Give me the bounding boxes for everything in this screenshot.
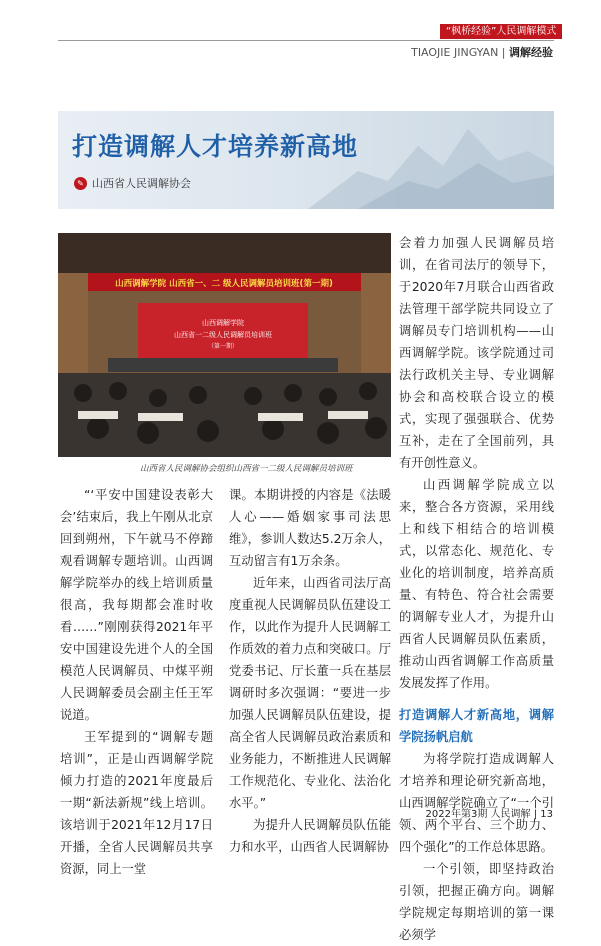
header-tag: “枫桥经验”人民调解模式 — [440, 24, 562, 39]
paragraph: 为将学院打造成调解人才培养和理论研究新高地，山西调解学院确立了“一个引领、两个平台、三个助力、四个强化”的工作总体思路。 — [399, 752, 554, 854]
paragraph: 近年来，山西省司法厅高度重视人民调解员队伍建设工作，以此作为提升人民调解工作质效的着力点和突破口。厅党委书记、厅长董一兵在基层调研时多次强调：“要进一步加强人民调解员队伍建设，提高全省人民调解员政治素质和业务能力，不断推进人民调解工作规范化、专业化、法治化水平。” — [229, 576, 391, 810]
photo-screen-line1: 山西调解学院 — [202, 319, 244, 327]
header-en-label: TIAOJIE JINGYAN — [411, 46, 499, 59]
title-banner — [58, 111, 554, 209]
photo-caption: 山西省人民调解协会组织山西省一二级人民调解员培训班 — [140, 464, 353, 474]
paragraph: 山西调解学院成立以来，整合各方资源，采用线上和线下相结合的培训模式，以常态化、规范化、专业化的培训制度，培养高质量、有特色、符合社会需要的调解专业人才，为提升山西省人民调解员队伍素质，推动山西省调解工作高质量发展发挥了作用。 — [399, 478, 554, 690]
page-footer: 2022年第3期 人民调解 | 13 — [425, 809, 553, 820]
author-line — [74, 175, 191, 191]
photo-screen-line3: （第一期） — [207, 343, 239, 350]
section-subheading: 打造调解人才新高地，调解学院扬帆启航 — [399, 708, 554, 744]
author-name: 山西省人民调解协会 — [92, 177, 191, 190]
photo-screen-line2: 山西省一二级人民调解员培训班 — [174, 331, 272, 339]
article-title: 打造调解人才培养新高地 — [72, 132, 359, 161]
column-2 — [229, 484, 391, 858]
meeting-photo — [58, 233, 391, 457]
header-section-label: 调解经验 — [509, 46, 553, 59]
pen-icon: ✎ — [74, 177, 87, 190]
paragraph: 王军提到的“调解专题培训”，正是山西调解学院倾力打造的2021年度最后一期“新法新规”线上培训。该培训于2021年12月17日开播，全省人民调解员共享资源，同上一堂 — [60, 730, 213, 876]
meeting-photo-illustration — [58, 233, 391, 457]
paragraph: “‘平安中国建设表彰大会’结束后，我上午刚从北京回到朔州，下午就马不停蹄观看调解专题培训。山西调解学院举办的线上培训质量很高，我每期都会准时收看……”刚刚获得2021年平安中国建设先进个人的全国模范人民调解员、中煤平朔人民调解委员会副主任王军说道。 — [60, 488, 213, 722]
column-1 — [60, 484, 213, 880]
paragraph: 为提升人民调解员队伍能力和水平，山西省人民调解协 — [229, 818, 391, 854]
paragraph: 课。本期讲授的内容是《法暖人心——婚姻家事司法思维》，参训人数达5.2万余人，互动留言有1万余条。 — [229, 488, 391, 568]
column-3 — [399, 232, 554, 946]
photo-banner-text: 山西调解学院 山西省一、二 级人民调解员培训班(第一期) — [115, 279, 333, 289]
header-rule — [58, 40, 554, 41]
paragraph: 会着力加强人民调解员培训，在省司法厅的领导下，于2020年7月联合山西省政法管理干部学院共同设立了调解员专门培训机构——山西调解学院。该学院通过司法行政机关主导、专业调解协会和高校联合设立的模式，实现了强强联合、优势互补，走在了全国前列，具有开创性意义。 — [399, 236, 554, 470]
paragraph: 一个引领，即坚持政治引领，把握正确方向。调解学院规定每期培训的第一课必须学 — [399, 862, 554, 942]
header-section: TIAOJIE JINGYAN | 调解经验 — [411, 46, 553, 59]
